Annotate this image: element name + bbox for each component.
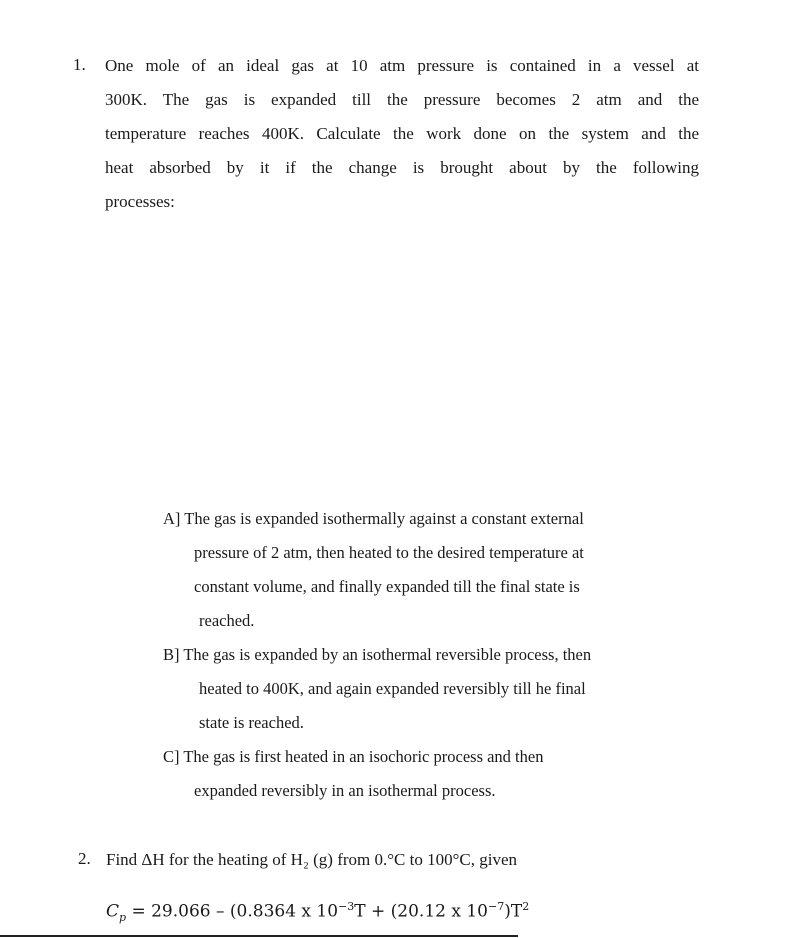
option-c-line-2: expanded reversibly in an isothermal process. xyxy=(194,781,496,800)
formula-part-3: )T xyxy=(504,901,523,922)
formula-lhs-subscript: p xyxy=(119,911,127,925)
question-1-line-1: One mole of an ideal gas at 10 atm pressure is contained in a vessel at xyxy=(105,56,699,75)
option-b-line-3: state is reached. xyxy=(199,713,304,732)
option-a-line-1: A] The gas is expanded isothermally against a constant external xyxy=(163,509,584,528)
formula-exponent-1: −3 xyxy=(338,900,355,913)
question-1-line-2: 300K. The gas is expanded till the pressure becomes 2 atm and the xyxy=(105,90,699,109)
question-1-line-5: processes: xyxy=(105,192,175,211)
formula-part-2: T + (20.12 x 10 xyxy=(354,901,488,922)
option-a-line-4: reached. xyxy=(199,611,255,630)
formula-part-1: = 29.066 – (0.8364 x 10 xyxy=(126,901,339,922)
option-b-line-2: heated to 400K, and again expanded reversibly till he final xyxy=(199,679,586,698)
option-b-line-1: B] The gas is expanded by an isothermal reversible process, then xyxy=(163,645,592,664)
formula-lhs: C xyxy=(106,901,120,922)
option-a-line-2: pressure of 2 atm, then heated to the desired temperature at xyxy=(194,543,584,562)
formula-exponent-2: −7 xyxy=(488,900,505,913)
option-c-line-1: C] The gas is first heated in an isochoric process and then xyxy=(163,747,544,766)
formula-exponent-3: 2 xyxy=(522,900,530,913)
question-1-line-3: temperature reaches 400K. Calculate the work done on the system and the xyxy=(105,124,699,143)
question-1-number: 1. xyxy=(73,55,86,74)
option-a-line-3: constant volume, and finally expanded till the final state is xyxy=(194,577,580,596)
bottom-rule xyxy=(0,935,518,937)
heat-capacity-formula xyxy=(106,896,529,929)
question-1-line-4: heat absorbed by it if the change is brought about by the following xyxy=(105,158,699,177)
question-2-text: Find ΔH for the heating of H₂ (g) from 0.°C to 100°C, given xyxy=(106,850,518,869)
question-2-number: 2. xyxy=(78,849,91,868)
